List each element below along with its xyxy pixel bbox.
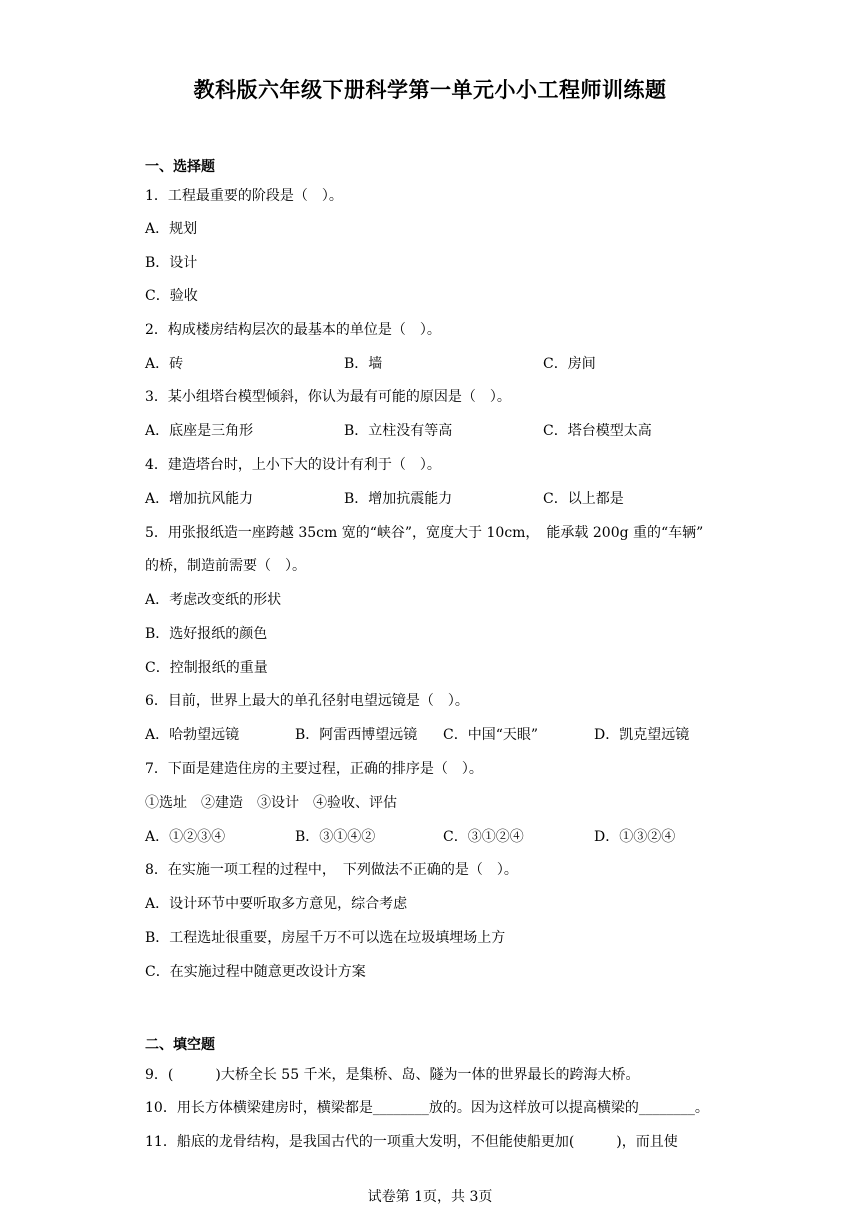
q7-option-a: A．①②③④ xyxy=(145,829,226,845)
section-heading-choice: 一、选择题 xyxy=(145,159,215,175)
page-footer: 试卷第 1页，共 3页 xyxy=(367,1189,493,1205)
q1-option-a: A．规划 xyxy=(145,221,198,237)
q4-options xyxy=(145,489,745,509)
q8-option-c: C．在实施过程中随意更改设计方案 xyxy=(145,964,366,980)
q10-text: 10．用长方体横梁建房时，横梁都是________放的。因为这样放可以提高横梁的________。 xyxy=(145,1100,709,1116)
q6-options xyxy=(145,725,745,745)
q11-text: 11．船底的龙骨结构，是我国古代的一项重大发明，不但能使船更加( )，而且使 xyxy=(145,1134,678,1150)
q4-option-c: C．以上都是 xyxy=(543,491,624,507)
q1-option-c: C．验收 xyxy=(145,288,198,304)
q7-option-c: C．③①②④ xyxy=(443,829,524,845)
q2-options xyxy=(145,354,745,374)
q5-stem-line2: 的桥，制造前需要（ ）。 xyxy=(145,558,306,574)
q3-option-a: A．底座是三角形 xyxy=(145,423,254,439)
q4-stem: 4．建造塔台时，上小下大的设计有利于（ ）。 xyxy=(145,457,441,473)
q8-option-a: A．设计环节中要听取多方意见，综合考虑 xyxy=(145,896,408,912)
q7-options xyxy=(145,827,745,847)
q5-option-c: C．控制报纸的重量 xyxy=(145,660,268,676)
q1-stem: 1．工程最重要的阶段是（ ）。 xyxy=(145,188,343,204)
q7-option-b: B．③①④② xyxy=(295,829,376,845)
q6-option-c: C．中国“天眼” xyxy=(443,727,539,743)
q2-option-c: C．房间 xyxy=(543,356,596,372)
q7-option-d: D．①③②④ xyxy=(594,829,676,845)
q8-option-b: B．工程选址很重要，房屋千万不可以选在垃圾填埋场上方 xyxy=(145,930,506,946)
q2-stem: 2．构成楼房结构层次的最基本的单位是（ ）。 xyxy=(145,322,441,338)
page-title: 教科版六年级下册科学第一单元小小工程师训练题 xyxy=(193,77,667,102)
q3-option-b: B．立柱没有等高 xyxy=(344,423,453,439)
section-heading-fill: 二、填空题 xyxy=(145,1037,215,1053)
q5-stem-line1: 5．用张报纸造一座跨越 35cm 宽的“峡谷”，宽度大于 10cm， 能承载 200g 重的“车辆” xyxy=(145,525,704,541)
q4-option-a: A．增加抗风能力 xyxy=(145,491,254,507)
q2-option-a: A．砖 xyxy=(145,356,184,372)
q6-option-d: D．凯克望远镜 xyxy=(594,727,690,743)
q5-option-b: B．选好报纸的颜色 xyxy=(145,626,268,642)
q5-option-a: A．考虑改变纸的形状 xyxy=(145,592,282,608)
q3-stem: 3．某小组塔台模型倾斜，你认为最有可能的原因是（ ）。 xyxy=(145,389,511,405)
q1-option-b: B．设计 xyxy=(145,255,198,271)
q7-stem: 7．下面是建造住房的主要过程，正确的排序是（ ）。 xyxy=(145,761,483,777)
q4-option-b: B．增加抗震能力 xyxy=(344,491,453,507)
q9-text: 9．( )大桥全长 55 千米，是集桥、岛、隧为一体的世界最长的跨海大桥。 xyxy=(145,1067,640,1083)
q2-option-b: B．墙 xyxy=(344,356,383,372)
q6-option-a: A．哈勃望远镜 xyxy=(145,727,240,743)
q3-option-c: C．塔台模型太高 xyxy=(543,423,652,439)
q6-option-b: B．阿雷西博望远镜 xyxy=(295,727,418,743)
q8-stem: 8．在实施一项工程的过程中， 下列做法不正确的是（ ）。 xyxy=(145,862,518,878)
q6-stem: 6．目前，世界上最大的单孔径射电望远镜是（ ）。 xyxy=(145,693,469,709)
q3-options xyxy=(145,421,745,441)
q7-steps: ①选址 ②建造 ③设计 ④验收、评估 xyxy=(145,795,397,811)
